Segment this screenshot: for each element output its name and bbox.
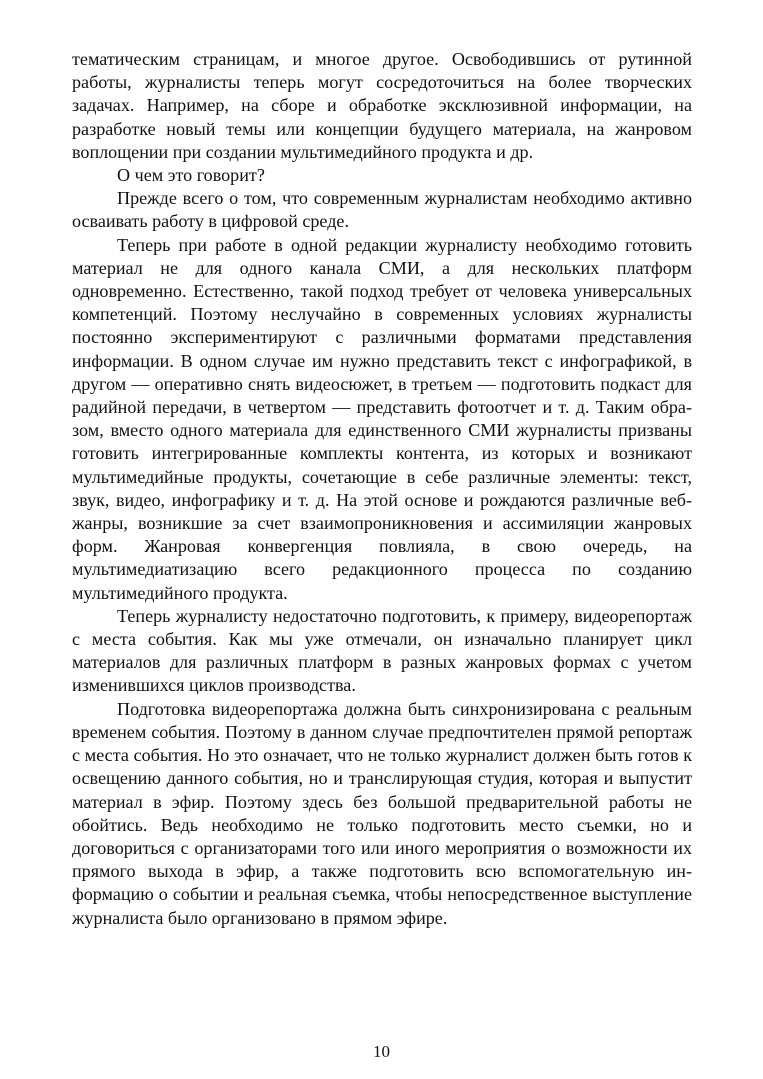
page-number: 10 — [373, 1042, 390, 1061]
paragraph-1: тематическим страницам, и многое другое. Освободившись от рутинной работы, журналисты теперь могут сосредоточиться на более творческих задачах. Например, на сборе и обработке эксклюзивной информации, на разработке новый темы или концепции будущего материала, на жанровом воплощении при создании мультимедийного продукта и др. — [72, 49, 692, 162]
paragraph-5: Теперь журналисту недостаточно подготовить, к примеру, видеорепортаж с места события. Как мы уже отмечали, он изначально планирует цикл материалов для различных платформ в разных жанровых формах с учетом изменившихся циклов производства. — [72, 605, 692, 696]
paragraph-6: Подготовка видеорепортажа должна быть синхронизирована с реальным временем события. Поэтому в данном случае предпочтителен прямой репортаж с места события. Но это означает, что не только журналист должен быть готов к освещению данного события, но и транслирующая студия, которая и выпустит материал в эфир. Поэтому здесь без большой предварительной работы не обойтись. Ведь необходимо не только подготовить место съемки, но и договориться с организаторами того или иного мероприятия о возможности их прямого выхода в эфир, а также подготовить всю вспомогательную информацию о событии и реальная съемка, чтобы непосредственное выступление журналиста было организовано в прямом эфире. — [72, 698, 692, 928]
page-body — [72, 48, 692, 930]
paragraph-4: Теперь при работе в одной редакции журналисту необходимо готовить материал не для одного канала СМИ, а для нескольких платформ одновременно. Естественно, такой подход требует от человека универсальных компетенций. Поэтому неслучайно в современных условиях журналисты постоянно экспериментируют с различными форматами представления информации. В одном случае им нужно представить текст с инфографикой, в другом — оперативно снять видеосюжет, в третьем — подготовить подкаст для радийной передачи, в четвертом — представить фотоотчет и т. д. Таким образом, вместо одного материала для единственного СМИ журналисты призваны готовить интегрированные комплекты контента, из которых и возникают мультимедийные продукты, сочетающие в себе различные элементы: текст, звук, видео, инфографику и т. д. На этой основе и рождаются различные веб-жанры, возникшие за счет взаимопроникновения и ассимиляции жанровых форм. Жанровая конвергенция повлияла, в свою очередь, на мультимедиатизацию всего редакционного процесса по созданию мультимедийного продукта. — [72, 234, 692, 603]
paragraph-3: Прежде всего о том, что современным журналистам необходимо активно осваивать работу в цифровой среде. — [72, 188, 692, 232]
paragraph-2: О чем это говорит? — [117, 165, 265, 186]
